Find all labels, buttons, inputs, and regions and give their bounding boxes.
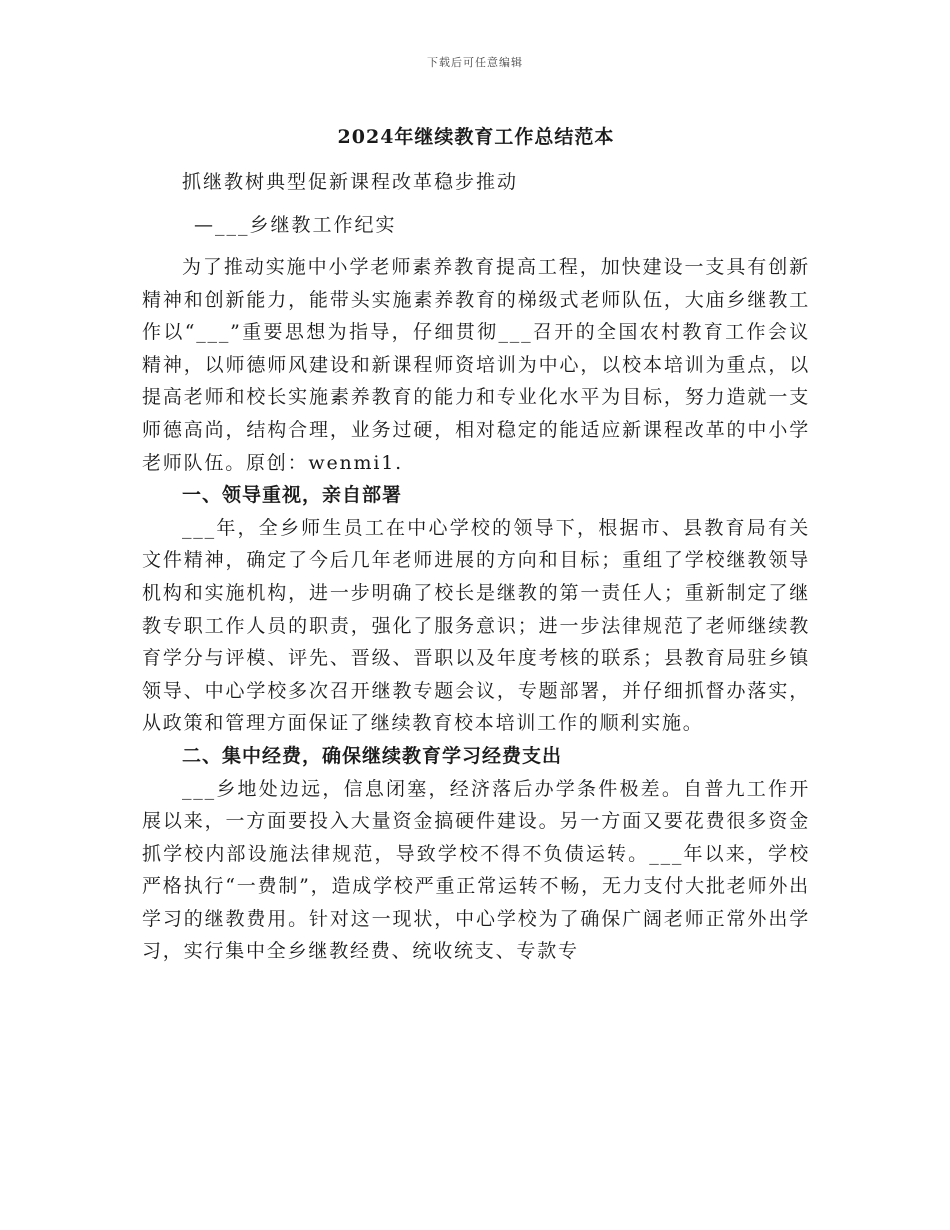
document-body: [142, 122, 810, 968]
header-note: 下载后可任意编辑: [427, 56, 523, 69]
intro-paragraph: 为了推动实施中小学老师素养教育提高工程，加快建设一支具有创新精神和创新能力，能带头实施素养教育的梯级式老师队伍，大庙乡继教工作以“___”重要思想为指导，仔细贯彻___召开的全国农村教育工作会议精神，以师德师风建设和新课程师资培训为中心，以校本培训为重点，以提高老师和校长实施素养教育的能力和专业化水平为目标，努力造就一支师德高尚，结构合理，业务过硬，相对稳定的能适应新课程改革的中小学老师队伍。原创：wenmi1.: [142, 256, 810, 474]
document-subtitle: 抓继教树典型促新课程改革稳步推动: [182, 171, 519, 193]
section-1-heading: 一、领导重视，亲自部署: [182, 484, 403, 507]
section-2-paragraph: ___乡地处边远，信息闭塞，经济落后办学条件极差。自普九工作开展以来，一方面要投入大量资金搞硬件建设。另一方面又要花费很多资金抓学校内部设施法律规范，导致学校不得不负债运转。___年以来，学校严格执行“一费制”，造成学校严重正常运转不畅，无力支付大批老师外出学习的继教费用。针对这一现状，中心学校为了确保广阔老师正常外出学习，实行集中全乡继教经费、统收统支、专款专: [142, 777, 810, 963]
document-subtitle-2: —___乡继教工作纪实: [194, 214, 397, 236]
section-1-paragraph: ___年，全乡师生员工在中心学校的领导下，根据市、县教育局有关文件精神，确定了今后几年老师进展的方向和目标；重组了学校继教领导机构和实施机构，进一步明确了校长是继教的第一责任人；重新制定了继教专职工作人员的职责，强化了服务意识；进一步法律规范了老师继续教育学分与评模、评先、晋级、晋职以及年度考核的联系；县教育局驻乡镇领导、中心学校多次召开继教专题会议，专题部署，并仔细抓督办落实，从政策和管理方面保证了继续教育校本培训工作的顺利实施。: [142, 516, 810, 735]
section-2-heading: 二、集中经费，确保继续教育学习经费支出: [182, 744, 563, 767]
document-title: 2024年继续教育工作总结范本: [337, 126, 615, 148]
